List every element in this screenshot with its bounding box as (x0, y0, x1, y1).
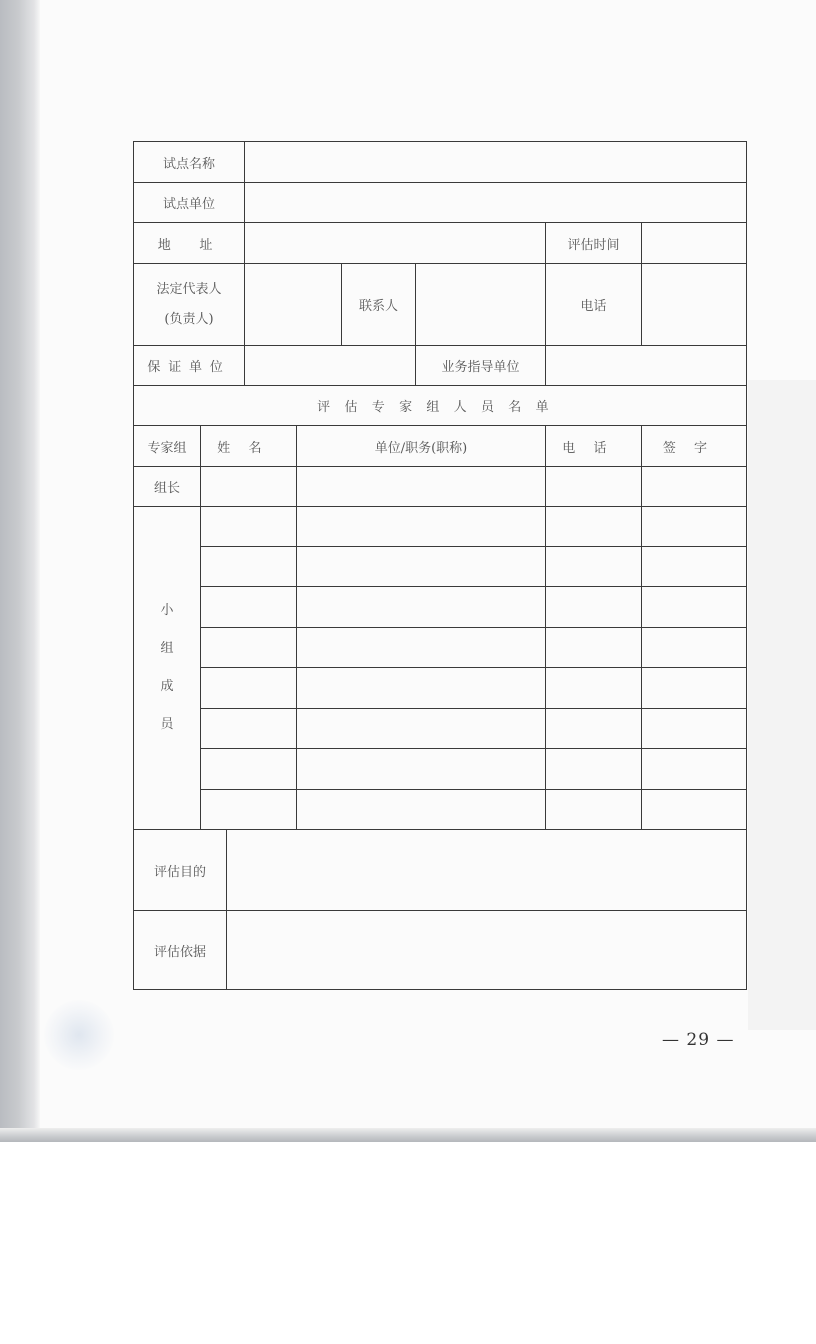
member-name-field[interactable] (201, 668, 297, 709)
member-unit-field[interactable] (297, 547, 546, 587)
address-field[interactable] (245, 223, 546, 264)
legal-rep-label (134, 264, 245, 346)
column-header-signature: 签字 (642, 426, 747, 467)
member-signature-field[interactable] (642, 668, 747, 709)
column-header-unit-position: 单位/职务(职称) (297, 426, 546, 467)
member-signature-field[interactable] (642, 587, 747, 628)
member-unit-field[interactable] (297, 668, 546, 709)
member-unit-field[interactable] (297, 749, 546, 790)
member-signature-field[interactable] (642, 790, 747, 830)
eval-purpose-field[interactable] (227, 830, 747, 911)
column-header-phone: 电话 (546, 426, 642, 467)
member-name-field[interactable] (201, 587, 297, 628)
eval-basis-label: 评估依据 (134, 911, 227, 990)
pilot-unit-field[interactable] (245, 183, 747, 223)
legal-rep-sub-label: (负责人) (164, 311, 214, 327)
column-header-name: 姓名 (201, 426, 297, 467)
member-phone-field[interactable] (546, 790, 642, 830)
leader-label: 组长 (134, 467, 201, 507)
pilot-unit-label: 试点单位 (134, 183, 245, 223)
eval-time-label: 评估时间 (546, 223, 642, 264)
member-name-field[interactable] (201, 709, 297, 749)
page-number: — 29 — (662, 1030, 735, 1050)
members-label-char: 成 (160, 679, 174, 694)
member-phone-field[interactable] (546, 709, 642, 749)
member-signature-field[interactable] (642, 628, 747, 668)
guidance-unit-label: 业务指导单位 (416, 346, 546, 386)
page-bottom-edge (0, 1128, 816, 1142)
pilot-name-field[interactable] (245, 142, 747, 183)
member-unit-field[interactable] (297, 507, 546, 547)
member-name-field[interactable] (201, 749, 297, 790)
legal-rep-field[interactable] (245, 264, 342, 346)
member-unit-field[interactable] (297, 628, 546, 668)
member-name-field[interactable] (201, 790, 297, 830)
pilot-name-label: 试点名称 (134, 142, 245, 183)
eval-purpose-label: 评估目的 (134, 830, 227, 911)
guidance-unit-field[interactable] (546, 346, 747, 386)
legal-rep-label-text: 法定代表人 (156, 281, 222, 297)
page-binding-shadow (0, 0, 40, 1142)
page-shade (748, 380, 816, 1030)
guarantee-unit-label: 保证单位 (134, 346, 245, 386)
member-name-field[interactable] (201, 628, 297, 668)
member-signature-field[interactable] (642, 749, 747, 790)
member-phone-field[interactable] (546, 668, 642, 709)
eval-time-field[interactable] (642, 223, 747, 264)
column-header-group: 专家组 (134, 426, 201, 467)
member-unit-field[interactable] (297, 587, 546, 628)
leader-unit-field[interactable] (297, 467, 546, 507)
members-label-char: 员 (160, 717, 174, 732)
member-signature-field[interactable] (642, 507, 747, 547)
member-name-field[interactable] (201, 507, 297, 547)
members-label-char: 组 (160, 641, 174, 656)
member-signature-field[interactable] (642, 709, 747, 749)
member-unit-field[interactable] (297, 790, 546, 830)
expert-list-title: 评估专家组人员名单 (134, 386, 747, 426)
contact-field[interactable] (416, 264, 546, 346)
member-unit-field[interactable] (297, 709, 546, 749)
phone-field[interactable] (642, 264, 747, 346)
member-phone-field[interactable] (546, 507, 642, 547)
phone-label: 电话 (546, 264, 642, 346)
eval-basis-field[interactable] (227, 911, 747, 990)
evaluation-form-table (133, 141, 747, 990)
member-phone-field[interactable] (546, 749, 642, 790)
member-phone-field[interactable] (546, 547, 642, 587)
member-phone-field[interactable] (546, 587, 642, 628)
contact-label: 联系人 (342, 264, 416, 346)
guarantee-unit-field[interactable] (245, 346, 416, 386)
member-phone-field[interactable] (546, 628, 642, 668)
address-label: 地 址 (134, 223, 245, 264)
members-label (134, 507, 201, 830)
scan-smudge (44, 1000, 114, 1070)
member-name-field[interactable] (201, 547, 297, 587)
leader-name-field[interactable] (201, 467, 297, 507)
members-label-char: 小 (160, 603, 174, 618)
member-signature-field[interactable] (642, 547, 747, 587)
leader-phone-field[interactable] (546, 467, 642, 507)
leader-signature-field[interactable] (642, 467, 747, 507)
